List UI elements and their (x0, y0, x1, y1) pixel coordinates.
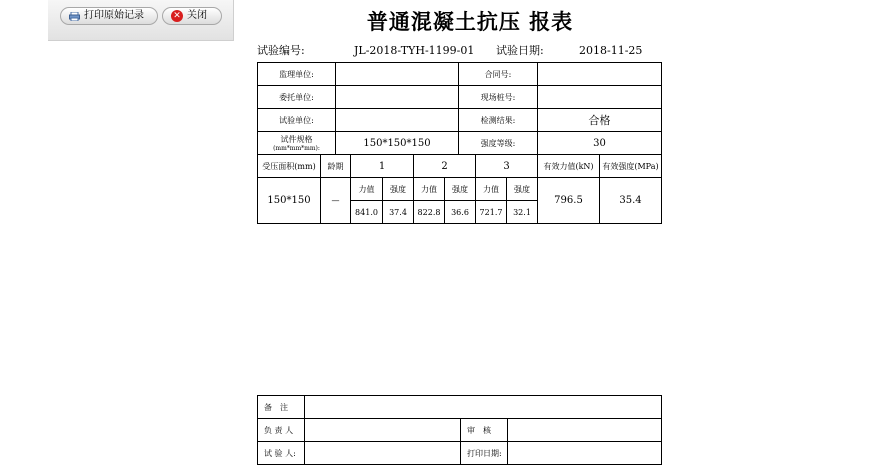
review-label: 审 核 (461, 419, 508, 442)
spec-value: 150*150*150 (336, 132, 459, 155)
group-3-header: 3 (476, 155, 538, 178)
age-header: 龄期 (321, 155, 351, 178)
force-3-value: 721.7 (476, 201, 507, 224)
force-1-header: 力值 (351, 178, 383, 201)
printer-icon (69, 12, 80, 21)
spec-label: 试件规格 (280, 135, 313, 144)
force-3-header: 力值 (476, 178, 507, 201)
print-record-label: 打印原始记录 (84, 10, 144, 21)
print-record-button[interactable] (60, 7, 158, 25)
supervisor-value (336, 63, 459, 86)
eff-force-header: 有效力值(kN) (538, 155, 600, 178)
test-unit-value (336, 109, 459, 132)
grade-label: 强度等级: (459, 132, 538, 155)
force-2-value: 822.8 (414, 201, 445, 224)
spec-cell (258, 132, 336, 155)
group-1-header: 1 (351, 155, 414, 178)
eff-strength-value: 35.4 (600, 178, 662, 224)
review-value (508, 419, 662, 442)
client-label: 委托单位: (258, 86, 336, 109)
grade-value: 30 (538, 132, 662, 155)
responsible-value (305, 419, 461, 442)
table-row (258, 442, 662, 465)
result-value: 合格 (538, 109, 662, 132)
spec-unit: (mm*mm*mm): (273, 145, 320, 152)
supervisor-label: 监理单位: (258, 63, 336, 86)
eff-force-value: 796.5 (538, 178, 600, 224)
contract-value (538, 63, 662, 86)
table-row (258, 86, 662, 109)
toolbar (48, 0, 234, 41)
table-row (258, 178, 662, 201)
table-header-row (258, 155, 662, 178)
client-value (336, 86, 459, 109)
station-label: 现场桩号: (459, 86, 538, 109)
report-title: 普通混凝土抗压 报表 (366, 9, 574, 34)
strength-1-header: 强度 (383, 178, 414, 201)
group-2-header: 2 (414, 155, 476, 178)
area-value: 150*150 (258, 178, 321, 224)
data-table (257, 154, 662, 224)
print-date-label: 打印日期: (461, 442, 508, 465)
table-row (258, 63, 662, 86)
eff-strength-header: 有效强度(MPa) (600, 155, 662, 178)
test-date-label: 试验日期: (496, 44, 544, 57)
age-value: — (321, 178, 351, 224)
test-unit-label: 试验单位: (258, 109, 336, 132)
tester-label: 试 验 人: (258, 442, 305, 465)
result-label: 检测结果: (459, 109, 538, 132)
remark-value (305, 396, 662, 419)
info-table (257, 62, 662, 155)
strength-1-value: 37.4 (383, 201, 414, 224)
strength-3-header: 强度 (507, 178, 538, 201)
strength-3-value: 32.1 (507, 201, 538, 224)
contract-label: 合同号: (459, 63, 538, 86)
close-button[interactable] (162, 7, 222, 25)
test-no-label: 试验编号: (257, 44, 305, 57)
table-row (258, 396, 662, 419)
station-value (538, 86, 662, 109)
signature-table (257, 395, 662, 465)
table-row (258, 132, 662, 155)
responsible-label: 负 责 人 (258, 419, 305, 442)
test-date-value: 2018-11-25 (579, 44, 643, 57)
print-date-value (508, 442, 662, 465)
force-1-value: 841.0 (351, 201, 383, 224)
strength-2-header: 强度 (445, 178, 476, 201)
table-row (258, 109, 662, 132)
close-icon: ✕ (171, 10, 183, 22)
tester-value (305, 442, 461, 465)
test-no-value: JL-2018-TYH-1199-01 (354, 44, 475, 57)
remark-label: 备 注 (258, 396, 305, 419)
area-header: 受压面积(mm) (258, 155, 321, 178)
strength-2-value: 36.6 (445, 201, 476, 224)
table-row (258, 419, 662, 442)
force-2-header: 力值 (414, 178, 445, 201)
close-label: 关闭 (187, 10, 207, 21)
